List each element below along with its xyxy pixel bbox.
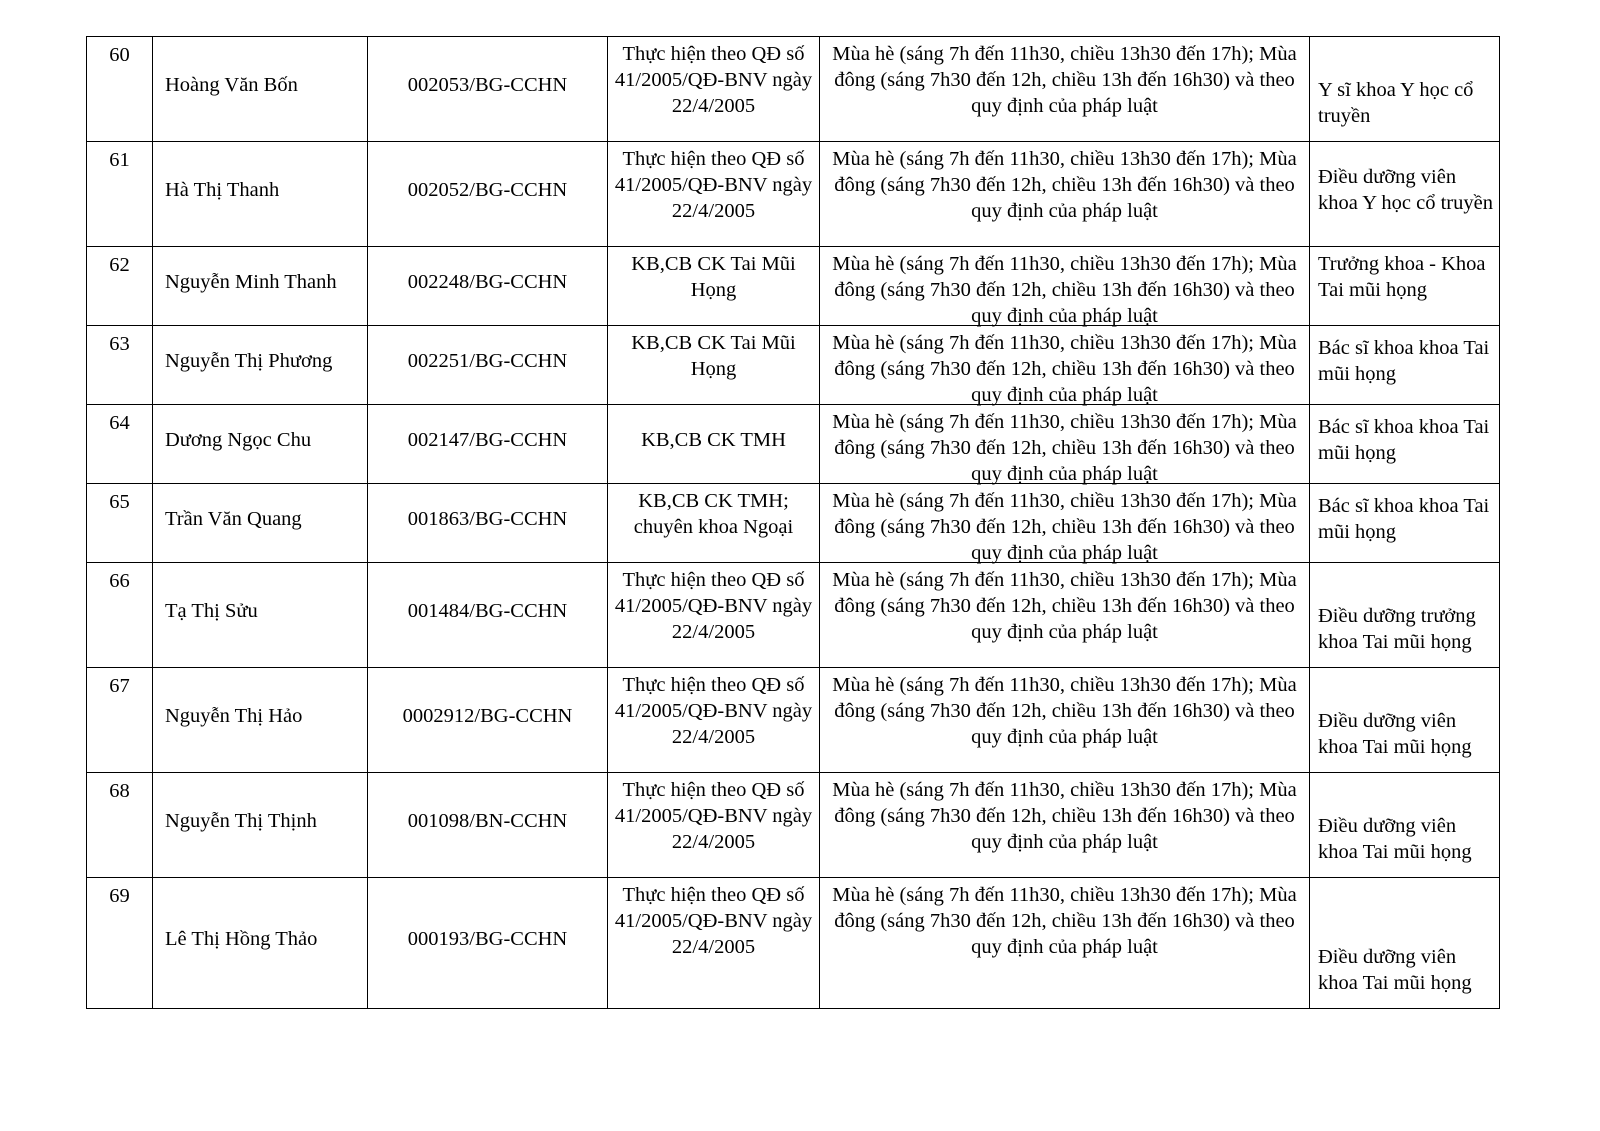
- cell-name: [153, 247, 368, 326]
- professional-position: Điều dưỡng viên khoa Y học cổ truyền: [1318, 165, 1493, 214]
- cell-time: [820, 484, 1310, 563]
- registration-time: Mùa hè (sáng 7h đến 11h30, chiều 13h30 đến 17h); Mùa đông (sáng 7h30 đến 12h, chiều 13h đến 16h30) và theo quy định của pháp luật: [832, 779, 1297, 854]
- cell-name: [153, 37, 368, 142]
- row-number: 68: [109, 780, 130, 802]
- table-row: [87, 563, 1500, 668]
- cell-stt: [87, 405, 153, 484]
- row-number: 66: [109, 570, 130, 592]
- practitioner-name: Hoàng Văn Bốn: [165, 73, 298, 96]
- registration-time: Mùa hè (sáng 7h đến 11h30, chiều 13h30 đến 17h); Mùa đông (sáng 7h30 đến 12h, chiều 13h đến 16h30) và theo quy định của pháp luật: [832, 674, 1297, 749]
- cell-cchn: [368, 563, 608, 668]
- cell-scope: [608, 668, 820, 773]
- practitioner-name: Hà Thị Thanh: [165, 178, 280, 201]
- cell-cchn: [368, 484, 608, 563]
- cell-scope: [608, 878, 820, 1009]
- cell-position: [1310, 405, 1500, 484]
- cell-name: [153, 405, 368, 484]
- cell-stt: [87, 878, 153, 1009]
- table-row: [87, 326, 1500, 405]
- row-number: 64: [109, 412, 130, 434]
- cell-scope: [608, 563, 820, 668]
- registration-time: Mùa hè (sáng 7h đến 11h30, chiều 13h30 đến 17h); Mùa đông (sáng 7h30 đến 12h, chiều 13h đến 16h30) và theo quy định của pháp luật: [832, 332, 1297, 407]
- practice-scope: Thực hiện theo QĐ số 41/2005/QĐ-BNV ngày 22/4/2005: [614, 674, 813, 749]
- professional-position: Bác sĩ khoa khoa Tai mũi họng: [1318, 336, 1490, 385]
- cell-stt: [87, 773, 153, 878]
- row-number: 63: [109, 333, 130, 355]
- practitioner-name: Nguyễn Thị Phương: [165, 349, 333, 372]
- practice-scope: KB,CB CK Tai Mũi Họng: [631, 253, 796, 302]
- practitioner-name: Nguyễn Thị Hảo: [165, 704, 303, 727]
- registration-time: Mùa hè (sáng 7h đến 11h30, chiều 13h30 đến 17h); Mùa đông (sáng 7h30 đến 12h, chiều 13h đến 16h30) và theo quy định của pháp luật: [832, 148, 1297, 223]
- cell-time: [820, 878, 1310, 1009]
- table-row: [87, 773, 1500, 878]
- cell-stt: [87, 484, 153, 563]
- cell-position: [1310, 484, 1500, 563]
- cell-cchn: [368, 247, 608, 326]
- professional-position: Bác sĩ khoa khoa Tai mũi họng: [1318, 415, 1490, 464]
- practice-scope: Thực hiện theo QĐ số 41/2005/QĐ-BNV ngày 22/4/2005: [614, 569, 813, 644]
- license-number: 002248/BG-CCHN: [407, 270, 568, 293]
- row-number: 60: [109, 44, 130, 66]
- cell-position: [1310, 247, 1500, 326]
- row-number: 65: [109, 491, 130, 513]
- license-number: 002053/BG-CCHN: [407, 73, 568, 96]
- cell-name: [153, 484, 368, 563]
- cell-time: [820, 247, 1310, 326]
- practitioner-name: Dương Ngọc Chu: [165, 428, 312, 451]
- cell-time: [820, 563, 1310, 668]
- registration-time: Mùa hè (sáng 7h đến 11h30, chiều 13h30 đến 17h); Mùa đông (sáng 7h30 đến 12h, chiều 13h đến 16h30) và theo quy định của pháp luật: [832, 490, 1297, 565]
- table-row: [87, 878, 1500, 1009]
- professional-position: Điều dưỡng viên khoa Tai mũi họng: [1318, 945, 1472, 994]
- practice-scope: KB,CB CK TMH: [641, 428, 786, 451]
- cell-scope: [608, 37, 820, 142]
- practitioner-name: Trần Văn Quang: [165, 507, 302, 530]
- cell-name: [153, 142, 368, 247]
- cell-cchn: [368, 773, 608, 878]
- table-row: [87, 247, 1500, 326]
- cell-cchn: [368, 142, 608, 247]
- table-row: [87, 142, 1500, 247]
- registration-time: Mùa hè (sáng 7h đến 11h30, chiều 13h30 đến 17h); Mùa đông (sáng 7h30 đến 12h, chiều 13h đến 16h30) và theo quy định của pháp luật: [832, 884, 1297, 959]
- practitioner-name: Tạ Thị Sửu: [165, 599, 258, 622]
- cell-name: [153, 326, 368, 405]
- row-number: 61: [109, 149, 130, 171]
- license-number: 001863/BG-CCHN: [407, 507, 568, 530]
- license-number: 001484/BG-CCHN: [407, 599, 568, 622]
- cell-stt: [87, 247, 153, 326]
- cell-position: [1310, 773, 1500, 878]
- cell-scope: [608, 405, 820, 484]
- table-row: [87, 668, 1500, 773]
- license-number: 002052/BG-CCHN: [407, 178, 568, 201]
- registration-time: Mùa hè (sáng 7h đến 11h30, chiều 13h30 đến 17h); Mùa đông (sáng 7h30 đến 12h, chiều 13h đến 16h30) và theo quy định của pháp luật: [832, 411, 1297, 486]
- cell-stt: [87, 142, 153, 247]
- practice-scope: KB,CB CK Tai Mũi Họng: [631, 332, 796, 381]
- cell-scope: [608, 773, 820, 878]
- cell-stt: [87, 563, 153, 668]
- cell-time: [820, 37, 1310, 142]
- cell-time: [820, 142, 1310, 247]
- professional-position: Bác sĩ khoa khoa Tai mũi họng: [1318, 494, 1490, 543]
- cell-name: [153, 668, 368, 773]
- license-number: 002147/BG-CCHN: [407, 428, 568, 451]
- cell-position: [1310, 878, 1500, 1009]
- cell-stt: [87, 37, 153, 142]
- cell-time: [820, 668, 1310, 773]
- practice-scope: Thực hiện theo QĐ số 41/2005/QĐ-BNV ngày 22/4/2005: [614, 884, 813, 959]
- table-row: [87, 405, 1500, 484]
- practitioner-registration-table: [86, 36, 1500, 1009]
- table-row: [87, 37, 1500, 142]
- cell-cchn: [368, 326, 608, 405]
- cell-cchn: [368, 405, 608, 484]
- professional-position: Điều dưỡng viên khoa Tai mũi họng: [1318, 709, 1472, 758]
- cell-position: [1310, 563, 1500, 668]
- professional-position: Điều dưỡng viên khoa Tai mũi họng: [1318, 814, 1472, 863]
- row-number: 62: [109, 254, 130, 276]
- license-number: 000193/BG-CCHN: [407, 927, 568, 950]
- cell-name: [153, 563, 368, 668]
- practitioner-name: Nguyễn Minh Thanh: [165, 270, 337, 293]
- registration-time: Mùa hè (sáng 7h đến 11h30, chiều 13h30 đến 17h); Mùa đông (sáng 7h30 đến 12h, chiều 13h đến 16h30) và theo quy định của pháp luật: [832, 569, 1297, 644]
- cell-scope: [608, 247, 820, 326]
- table-row: [87, 484, 1500, 563]
- cell-cchn: [368, 37, 608, 142]
- cell-time: [820, 773, 1310, 878]
- practitioner-name: Nguyễn Thị Thịnh: [165, 809, 317, 832]
- license-number: 002251/BG-CCHN: [407, 349, 568, 372]
- registration-time: Mùa hè (sáng 7h đến 11h30, chiều 13h30 đến 17h); Mùa đông (sáng 7h30 đến 12h, chiều 13h đến 16h30) và theo quy định của pháp luật: [832, 253, 1297, 328]
- registration-time: Mùa hè (sáng 7h đến 11h30, chiều 13h30 đến 17h); Mùa đông (sáng 7h30 đến 12h, chiều 13h đến 16h30) và theo quy định của pháp luật: [832, 43, 1297, 118]
- practice-scope: Thực hiện theo QĐ số 41/2005/QĐ-BNV ngày 22/4/2005: [614, 779, 813, 854]
- cell-scope: [608, 326, 820, 405]
- cell-time: [820, 326, 1310, 405]
- license-number: 001098/BN-CCHN: [407, 809, 568, 832]
- professional-position: Y sĩ khoa Y học cổ truyền: [1318, 78, 1474, 127]
- cell-name: [153, 773, 368, 878]
- cell-position: [1310, 668, 1500, 773]
- cell-stt: [87, 668, 153, 773]
- practitioner-name: Lê Thị Hồng Thảo: [165, 927, 318, 950]
- cell-position: [1310, 37, 1500, 142]
- cell-position: [1310, 326, 1500, 405]
- cell-scope: [608, 484, 820, 563]
- practice-scope: Thực hiện theo QĐ số 41/2005/QĐ-BNV ngày 22/4/2005: [614, 43, 813, 118]
- professional-position: Điều dưỡng trưởng khoa Tai mũi họng: [1318, 604, 1476, 653]
- cell-cchn: [368, 878, 608, 1009]
- practice-scope: Thực hiện theo QĐ số 41/2005/QĐ-BNV ngày 22/4/2005: [614, 148, 813, 223]
- practice-scope: KB,CB CK TMH; chuyên khoa Ngoại: [633, 490, 794, 539]
- cell-position: [1310, 142, 1500, 247]
- cell-name: [153, 878, 368, 1009]
- row-number: 67: [109, 675, 130, 697]
- cell-stt: [87, 326, 153, 405]
- professional-position: Trưởng khoa - Khoa Tai mũi họng: [1318, 253, 1486, 302]
- license-number: 0002912/BG-CCHN: [402, 704, 573, 727]
- cell-cchn: [368, 668, 608, 773]
- cell-scope: [608, 142, 820, 247]
- row-number: 69: [109, 885, 130, 907]
- cell-time: [820, 405, 1310, 484]
